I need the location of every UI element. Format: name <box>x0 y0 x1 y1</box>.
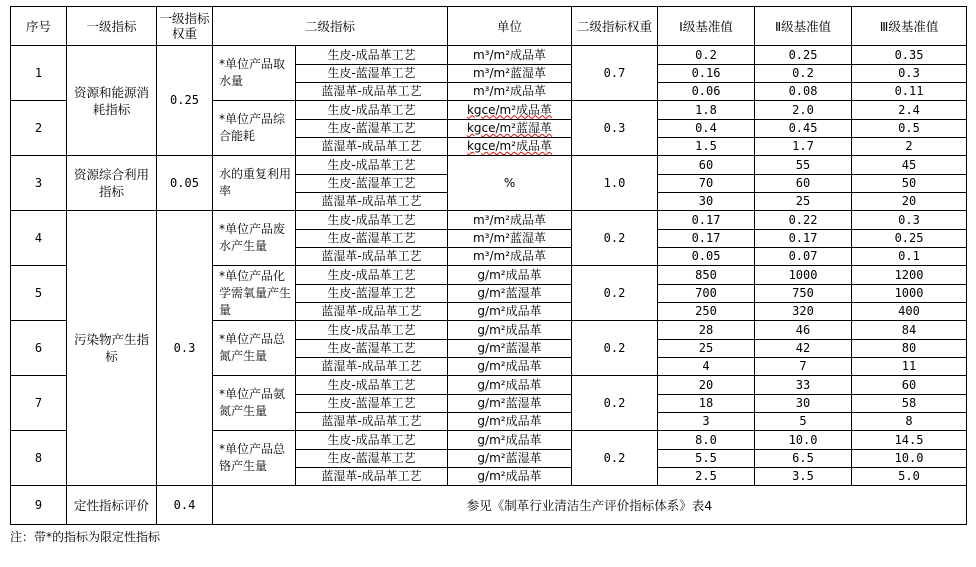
grade3-value: 1200 <box>852 266 967 285</box>
grade1-value: 30 <box>658 193 755 211</box>
grade3-value: 2 <box>852 138 967 156</box>
grade1-value: 700 <box>658 285 755 303</box>
grade2-value: 0.22 <box>755 211 852 230</box>
process-name: 生皮-成品革工艺 <box>296 266 448 285</box>
level2-indicator: *单位产品综合能耗 <box>213 101 296 156</box>
grade1-value: 60 <box>658 156 755 175</box>
process-name: 生皮-成品革工艺 <box>296 156 448 175</box>
process-name: 生皮-成品革工艺 <box>296 376 448 395</box>
process-name: 蓝湿革-成品革工艺 <box>296 413 448 431</box>
grade3-value: 5.0 <box>852 468 967 486</box>
grade1-value: 0.4 <box>658 120 755 138</box>
level1-weight: 0.4 <box>157 486 213 525</box>
grade1-value: 4 <box>658 358 755 376</box>
process-name: 蓝湿革-成品革工艺 <box>296 468 448 486</box>
footnote: 注：带*的指标为限定性指标 <box>10 530 161 544</box>
grade2-value: 0.07 <box>755 248 852 266</box>
grade1-value: 850 <box>658 266 755 285</box>
grade1-value: 0.2 <box>658 46 755 65</box>
row-number: 6 <box>11 321 67 376</box>
header-level1: 一级指标 <box>67 7 157 46</box>
process-name: 生皮-成品革工艺 <box>296 211 448 230</box>
level1-indicator: 定性指标评价 <box>67 486 157 525</box>
grade1-value: 1.5 <box>658 138 755 156</box>
process-name: 生皮-蓝湿革工艺 <box>296 285 448 303</box>
row-number: 9 <box>11 486 67 525</box>
level2-weight: 0.2 <box>572 431 658 486</box>
grade1-value: 70 <box>658 175 755 193</box>
table-row <box>11 211 967 230</box>
grade2-value: 1.7 <box>755 138 852 156</box>
grade2-value: 0.17 <box>755 230 852 248</box>
grade1-value: 28 <box>658 321 755 340</box>
grade3-value: 0.35 <box>852 46 967 65</box>
process-name: 蓝湿革-成品革工艺 <box>296 358 448 376</box>
process-name: 蓝湿革-成品革工艺 <box>296 83 448 101</box>
grade2-value: 0.25 <box>755 46 852 65</box>
level2-indicator: *单位产品总铬产生量 <box>213 431 296 486</box>
grade2-value: 7 <box>755 358 852 376</box>
unit: g/m²蓝湿革 <box>448 450 572 468</box>
grade1-value: 0.05 <box>658 248 755 266</box>
grade3-value: 14.5 <box>852 431 967 450</box>
unit: g/m²成品革 <box>448 413 572 431</box>
grade2-value: 42 <box>755 340 852 358</box>
grade2-value: 60 <box>755 175 852 193</box>
unit: % <box>448 156 572 211</box>
grade3-value: 45 <box>852 156 967 175</box>
indicator-table-body <box>11 46 967 525</box>
grade2-value: 1000 <box>755 266 852 285</box>
unit: kgce/m²蓝湿革 <box>448 120 572 138</box>
grade2-value: 33 <box>755 376 852 395</box>
grade2-value: 0.45 <box>755 120 852 138</box>
grade1-value: 3 <box>658 413 755 431</box>
row-number: 1 <box>11 46 67 101</box>
level1-indicator: 资源和能源消耗指标 <box>67 46 157 156</box>
grade3-value: 0.11 <box>852 83 967 101</box>
header-grade1: Ⅰ级基准值 <box>658 7 755 46</box>
process-name: 生皮-蓝湿革工艺 <box>296 340 448 358</box>
process-name: 蓝湿革-成品革工艺 <box>296 193 448 211</box>
header-level2-weight: 二级指标权重 <box>572 7 658 46</box>
process-name: 生皮-蓝湿革工艺 <box>296 65 448 83</box>
grade1-value: 0.17 <box>658 211 755 230</box>
level2-weight: 0.2 <box>572 321 658 376</box>
grade3-value: 0.1 <box>852 248 967 266</box>
grade2-value: 3.5 <box>755 468 852 486</box>
grade3-value: 10.0 <box>852 450 967 468</box>
grade2-value: 2.0 <box>755 101 852 120</box>
level2-weight: 0.2 <box>572 266 658 321</box>
process-name: 蓝湿革-成品革工艺 <box>296 138 448 156</box>
grade2-value: 320 <box>755 303 852 321</box>
table-row <box>11 46 967 65</box>
unit: g/m²蓝湿革 <box>448 340 572 358</box>
grade3-value: 20 <box>852 193 967 211</box>
grade2-value: 30 <box>755 395 852 413</box>
unit: g/m²成品革 <box>448 303 572 321</box>
grade3-value: 0.25 <box>852 230 967 248</box>
grade3-value: 0.3 <box>852 211 967 230</box>
process-name: 生皮-蓝湿革工艺 <box>296 450 448 468</box>
table-row <box>11 156 967 175</box>
grade3-value: 2.4 <box>852 101 967 120</box>
grade1-value: 0.16 <box>658 65 755 83</box>
process-name: 生皮-成品革工艺 <box>296 431 448 450</box>
grade3-value: 8 <box>852 413 967 431</box>
grade2-value: 0.2 <box>755 65 852 83</box>
grade1-value: 0.06 <box>658 83 755 101</box>
process-name: 生皮-成品革工艺 <box>296 46 448 65</box>
header-level1-weight: 一级指标权重 <box>157 7 213 46</box>
unit: g/m²成品革 <box>448 431 572 450</box>
grade1-value: 8.0 <box>658 431 755 450</box>
row-number: 4 <box>11 211 67 266</box>
table-row <box>11 486 967 525</box>
header-unit: 单位 <box>448 7 572 46</box>
process-name: 蓝湿革-成品革工艺 <box>296 303 448 321</box>
row-number: 5 <box>11 266 67 321</box>
grade3-value: 400 <box>852 303 967 321</box>
process-name: 生皮-蓝湿革工艺 <box>296 120 448 138</box>
row-number: 2 <box>11 101 67 156</box>
unit: m³/m²蓝湿革 <box>448 65 572 83</box>
grade1-value: 1.8 <box>658 101 755 120</box>
grade1-value: 20 <box>658 376 755 395</box>
unit: g/m²蓝湿革 <box>448 395 572 413</box>
grade3-value: 11 <box>852 358 967 376</box>
level2-indicator: *单位产品化学需氧量产生量 <box>213 266 296 321</box>
level2-indicator: *单位产品总氮产生量 <box>213 321 296 376</box>
grade2-value: 55 <box>755 156 852 175</box>
grade3-value: 58 <box>852 395 967 413</box>
grade3-value: 80 <box>852 340 967 358</box>
unit: g/m²成品革 <box>448 376 572 395</box>
grade2-value: 6.5 <box>755 450 852 468</box>
indicator-table-container <box>10 6 966 545</box>
header-row <box>11 7 967 46</box>
level1-weight: 0.05 <box>157 156 213 211</box>
unit: g/m²成品革 <box>448 468 572 486</box>
level2-indicator: *单位产品废水产生量 <box>213 211 296 266</box>
grade3-value: 84 <box>852 321 967 340</box>
grade1-value: 250 <box>658 303 755 321</box>
process-name: 生皮-蓝湿革工艺 <box>296 395 448 413</box>
process-name: 生皮-蓝湿革工艺 <box>296 175 448 193</box>
row-number: 7 <box>11 376 67 431</box>
grade3-value: 1000 <box>852 285 967 303</box>
row-number: 8 <box>11 431 67 486</box>
grade1-value: 18 <box>658 395 755 413</box>
level2-indicator: *单位产品氨氮产生量 <box>213 376 296 431</box>
level2-weight: 0.2 <box>572 211 658 266</box>
unit: m³/m²成品革 <box>448 83 572 101</box>
unit: g/m²成品革 <box>448 358 572 376</box>
grade3-value: 0.3 <box>852 65 967 83</box>
unit: m³/m²成品革 <box>448 211 572 230</box>
unit: m³/m²成品革 <box>448 46 572 65</box>
grade2-value: 46 <box>755 321 852 340</box>
grade3-value: 0.5 <box>852 120 967 138</box>
grade1-value: 0.17 <box>658 230 755 248</box>
grade1-value: 2.5 <box>658 468 755 486</box>
level2-weight: 0.2 <box>572 376 658 431</box>
grade3-value: 60 <box>852 376 967 395</box>
unit: kgce/m²成品革 <box>448 101 572 120</box>
grade2-value: 10.0 <box>755 431 852 450</box>
grade2-value: 0.08 <box>755 83 852 101</box>
level2-weight: 0.3 <box>572 101 658 156</box>
process-name: 生皮-蓝湿革工艺 <box>296 230 448 248</box>
level2-indicator: *单位产品取水量 <box>213 46 296 101</box>
level2-weight: 1.0 <box>572 156 658 211</box>
header-no: 序号 <box>11 7 67 46</box>
process-name: 生皮-成品革工艺 <box>296 321 448 340</box>
level1-weight: 0.25 <box>157 46 213 156</box>
process-name: 蓝湿革-成品革工艺 <box>296 248 448 266</box>
unit: g/m²成品革 <box>448 266 572 285</box>
row-number: 3 <box>11 156 67 211</box>
grade1-value: 5.5 <box>658 450 755 468</box>
unit: g/m²蓝湿革 <box>448 285 572 303</box>
indicator-table <box>10 6 967 525</box>
unit: m³/m²蓝湿革 <box>448 230 572 248</box>
level1-weight: 0.3 <box>157 211 213 486</box>
grade1-value: 25 <box>658 340 755 358</box>
level1-indicator: 资源综合利用指标 <box>67 156 157 211</box>
header-grade3: Ⅲ级基准值 <box>852 7 967 46</box>
level1-indicator: 污染物产生指标 <box>67 211 157 486</box>
level2-weight: 0.7 <box>572 46 658 101</box>
unit: m³/m²成品革 <box>448 248 572 266</box>
header-grade2: Ⅱ级基准值 <box>755 7 852 46</box>
unit: kgce/m²成品革 <box>448 138 572 156</box>
process-name: 生皮-成品革工艺 <box>296 101 448 120</box>
grade2-value: 25 <box>755 193 852 211</box>
grade2-value: 5 <box>755 413 852 431</box>
header-level2: 二级指标 <box>213 7 448 46</box>
unit: g/m²成品革 <box>448 321 572 340</box>
reference-text: 参见《制革行业清洁生产评价指标体系》表4 <box>213 486 967 525</box>
level2-indicator: 水的重复利用率 <box>213 156 296 211</box>
grade3-value: 50 <box>852 175 967 193</box>
grade2-value: 750 <box>755 285 852 303</box>
